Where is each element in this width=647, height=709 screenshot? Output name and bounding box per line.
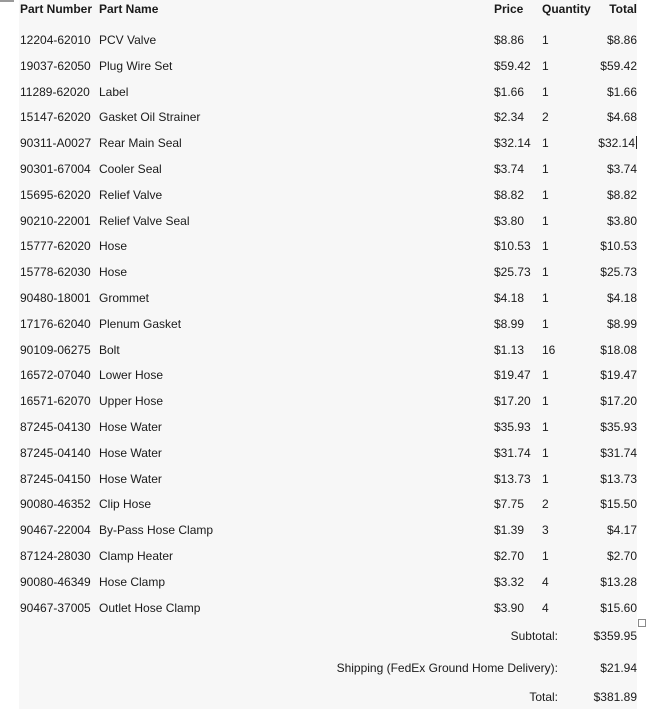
cell-price: $3.32 (494, 575, 525, 589)
table-row (0, 33, 647, 53)
table-row (0, 601, 647, 621)
table-row (0, 575, 647, 595)
cell-price: $4.18 (494, 291, 525, 305)
cell-quantity: 1 (542, 446, 549, 460)
cell-price: $10.53 (494, 239, 531, 253)
header-part-name: Part Name (99, 2, 159, 16)
cell-part-number: 90301-67004 (20, 162, 91, 176)
cell-part-name: Clip Hose (99, 497, 152, 511)
header-price: Price (494, 2, 524, 16)
cell-part-number: 15695-62020 (20, 188, 91, 202)
cell-total: $4.18 (606, 291, 637, 305)
cell-part-number: 87124-28030 (20, 549, 91, 563)
cell-price: $25.73 (494, 265, 531, 279)
table-row (0, 549, 647, 569)
cell-part-name: Hose Clamp (99, 575, 166, 589)
cell-part-name: Grommet (99, 291, 150, 305)
table-row (0, 265, 647, 285)
cell-price: $8.99 (494, 317, 525, 331)
header-quantity: Quantity (542, 2, 591, 16)
table-row (0, 394, 647, 414)
resize-handle[interactable] (638, 619, 646, 627)
cell-quantity: 1 (542, 472, 549, 486)
table-row (0, 368, 647, 388)
table-row (0, 214, 647, 234)
cell-part-number: 90467-37005 (20, 601, 91, 615)
total-value: $381.89 (593, 690, 637, 704)
table-row (0, 59, 647, 79)
cell-part-name: Hose Water (99, 472, 162, 486)
cell-quantity: 1 (542, 188, 549, 202)
cell-total: $13.28 (600, 575, 637, 589)
cell-price: $13.73 (494, 472, 531, 486)
cell-part-number: 15778-62030 (20, 265, 91, 279)
cell-quantity: 1 (542, 33, 549, 47)
cell-part-number: 15147-62020 (20, 110, 91, 124)
table-row (0, 497, 647, 517)
cell-quantity: 1 (542, 291, 549, 305)
cell-part-name: Gasket Oil Strainer (99, 110, 201, 124)
cell-quantity: 1 (542, 162, 549, 176)
cell-part-name: Outlet Hose Clamp (99, 601, 201, 615)
cell-total: $8.99 (606, 317, 637, 331)
cell-part-name: Plenum Gasket (99, 317, 182, 331)
cell-price: $3.80 (494, 214, 525, 228)
cell-total: $15.50 (600, 497, 637, 511)
table-row (0, 317, 647, 337)
table-row (0, 446, 647, 466)
cell-part-number: 15777-62020 (20, 239, 91, 253)
cell-part-number: 90080-46352 (20, 497, 91, 511)
table-row (0, 343, 647, 363)
cell-price: $2.70 (494, 549, 525, 563)
cell-part-number: 90480-18001 (20, 291, 91, 305)
cell-quantity: 1 (542, 214, 549, 228)
cell-part-name: Upper Hose (99, 394, 164, 408)
cell-total: $4.17 (606, 523, 637, 537)
cell-price: $7.75 (494, 497, 525, 511)
cell-total: $13.73 (600, 472, 637, 486)
cell-price: $8.86 (494, 33, 525, 47)
cell-total: $59.42 (600, 59, 637, 73)
cell-total: $2.70 (606, 549, 637, 563)
cell-total: $25.73 (600, 265, 637, 279)
cell-part-number: 87245-04130 (20, 420, 91, 434)
subtotal-label: Subtotal: (510, 629, 558, 643)
table-row (0, 239, 647, 259)
cell-total: $19.47 (600, 368, 637, 382)
cell-part-name: Clamp Heater (99, 549, 174, 563)
cell-total: $32.14 (598, 136, 635, 150)
cell-quantity: 1 (542, 59, 549, 73)
cell-price: $3.74 (494, 162, 525, 176)
cell-part-name: Cooler Seal (99, 162, 162, 176)
cell-price: $59.42 (494, 59, 531, 73)
cell-price: $35.93 (494, 420, 531, 434)
cell-part-name: Rear Main Seal (99, 136, 182, 150)
cell-part-name: Hose Water (99, 446, 162, 460)
header-total: Total (609, 2, 637, 16)
cell-part-name: Hose (99, 265, 128, 279)
table-row (0, 472, 647, 492)
cell-total: $3.74 (606, 162, 637, 176)
table-row (0, 110, 647, 130)
table-row (0, 291, 647, 311)
cell-part-name: By-Pass Hose Clamp (99, 523, 214, 537)
cell-quantity: 4 (542, 575, 549, 589)
cell-part-name: Bolt (99, 343, 120, 357)
cell-part-number: 11289-62020 (20, 85, 90, 99)
cell-part-number: 90210-22001 (20, 214, 91, 228)
cell-total: $15.60 (600, 601, 637, 615)
cell-part-number: 19037-62050 (20, 59, 91, 73)
cell-price: $1.13 (494, 343, 525, 357)
header-part-number: Part Number (20, 2, 93, 16)
cell-quantity: 1 (542, 549, 549, 563)
cell-price: $1.39 (494, 523, 525, 537)
cell-quantity: 1 (542, 239, 549, 253)
cell-part-number: 87245-04150 (20, 472, 91, 486)
cell-price: $8.82 (494, 188, 525, 202)
cell-price: $32.14 (494, 136, 531, 150)
cell-part-number: 90311-A0027 (20, 136, 92, 150)
table-row (0, 136, 647, 156)
cell-total: $1.66 (606, 85, 637, 99)
subtotal-value: $359.95 (593, 629, 637, 643)
cell-total: $17.20 (600, 394, 637, 408)
cell-total: $4.68 (606, 110, 637, 124)
cell-price: $19.47 (494, 368, 531, 382)
cell-quantity: 4 (542, 601, 549, 615)
cell-quantity: 1 (542, 420, 549, 434)
cell-part-number: 90080-46349 (20, 575, 91, 589)
cell-total: $10.53 (600, 239, 637, 253)
corner-mark (0, 0, 14, 2)
cell-total: $35.93 (600, 420, 637, 434)
cell-price: $17.20 (494, 394, 531, 408)
shipping-value: $21.94 (600, 661, 637, 675)
table-row (0, 85, 647, 105)
table-row (0, 420, 647, 440)
cell-quantity: 1 (542, 265, 549, 279)
cell-total: $8.86 (606, 33, 637, 47)
total-label: Total: (529, 690, 558, 704)
cell-quantity: 1 (542, 136, 549, 150)
table-row (0, 162, 647, 182)
cell-part-name: PCV Valve (99, 33, 157, 47)
text-cursor (636, 136, 637, 149)
cell-part-number: 90467-22004 (20, 523, 91, 537)
cell-part-number: 16571-62070 (20, 394, 91, 408)
cell-total: $3.80 (606, 214, 637, 228)
cell-part-number: 12204-62010 (20, 33, 91, 47)
cell-quantity: 16 (542, 343, 556, 357)
table-row (0, 523, 647, 543)
cell-quantity: 1 (542, 394, 549, 408)
cell-part-number: 90109-06275 (20, 343, 91, 357)
cell-part-name: Relief Valve Seal (99, 214, 190, 228)
cell-quantity: 2 (542, 110, 549, 124)
cell-total: $8.82 (606, 188, 637, 202)
cell-price: $2.34 (494, 110, 525, 124)
table-row (0, 188, 647, 208)
cell-part-name: Plug Wire Set (99, 59, 173, 73)
cell-part-name: Hose Water (99, 420, 162, 434)
cell-total: $18.08 (600, 343, 637, 357)
cell-part-number: 17176-62040 (20, 317, 91, 331)
cell-quantity: 3 (542, 523, 549, 537)
cell-total: $31.74 (600, 446, 637, 460)
shipping-label: Shipping (FedEx Ground Home Delivery): (336, 661, 558, 675)
cell-price: $3.90 (494, 601, 525, 615)
cell-part-name: Relief Valve (99, 188, 163, 202)
cell-part-name: Label (99, 85, 129, 99)
cell-quantity: 2 (542, 497, 549, 511)
cell-quantity: 1 (542, 317, 549, 331)
cell-part-name: Hose (99, 239, 128, 253)
cell-part-name: Lower Hose (99, 368, 164, 382)
cell-quantity: 1 (542, 368, 549, 382)
cell-part-number: 87245-04140 (20, 446, 91, 460)
cell-price: $31.74 (494, 446, 531, 460)
cell-quantity: 1 (542, 85, 549, 99)
cell-price: $1.66 (494, 85, 525, 99)
cell-part-number: 16572-07040 (20, 368, 91, 382)
